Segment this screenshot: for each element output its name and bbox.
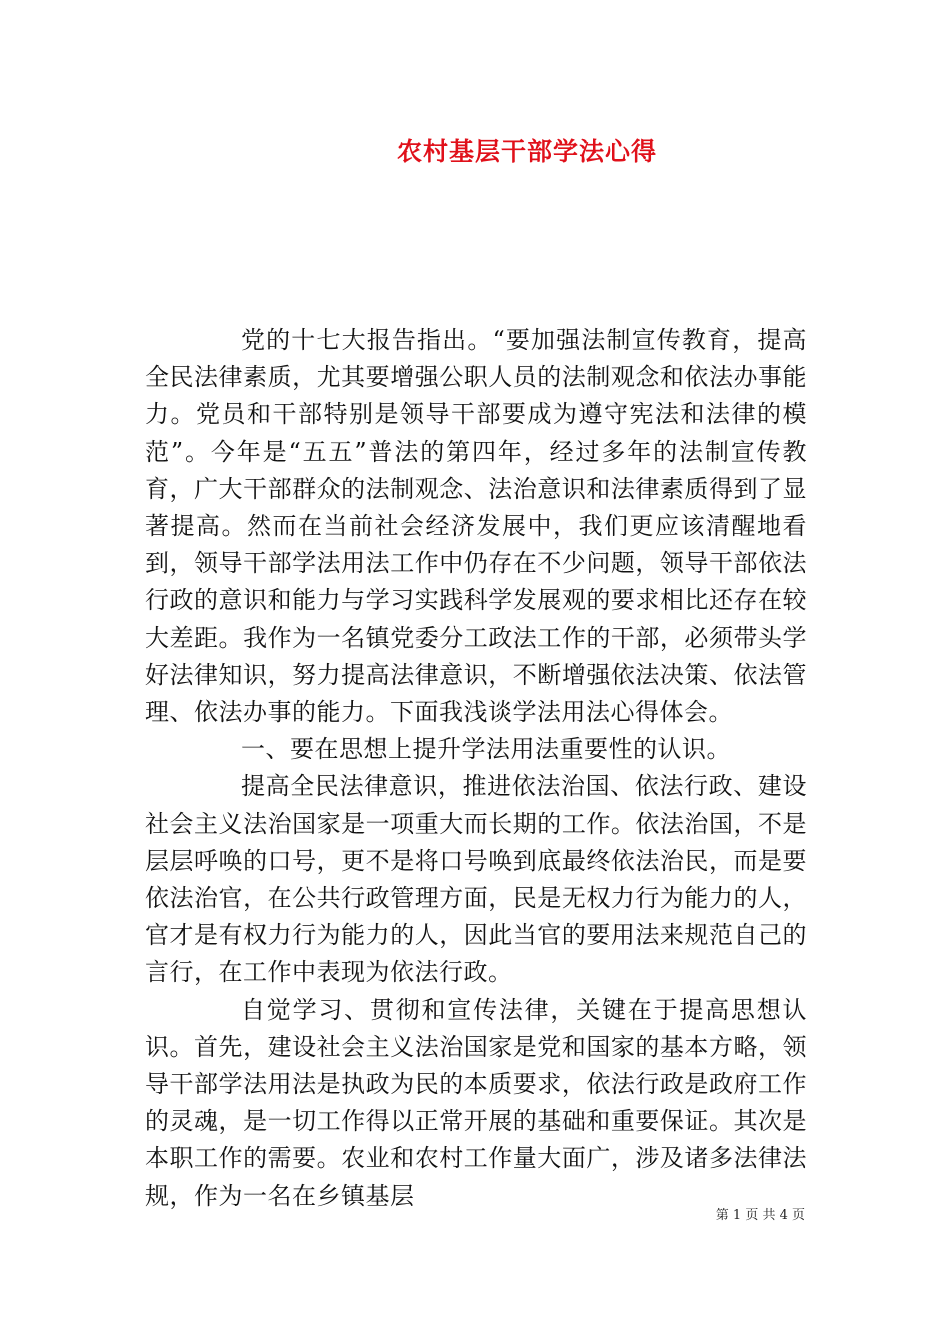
paragraph-intro: 党的十七大报告指出。“要加强法制宣传教育，提高全民法律素质，尤其要增强公职人员的法制观念和依法办事能力。党员和干部特别是领导干部要成为遵守宪法和法律的模范”。今年是“五五”普法的第四年，经过多年的法制宣传教育，广大干部群众的法制观念、法治意识和法律素质得到了显著提高。然而在当前社会经济发展中，我们更应该清醒地看到，领导干部学法用法工作中仍存在不少问题，领导干部依法行政的意识和能力与学习实践科学发展观的要求相比还存在较大差距。我作为一名镇党委分工政法工作的干部，必须带头学好法律知识，努力提高法律意识，不断增强依法决策、依法管理、依法办事的能力。下面我浅谈学法用法心得体会。 [145, 326, 807, 727]
document-body [145, 322, 807, 1215]
paragraph-3: 自觉学习、贯彻和宣传法律，关键在于提高思想认识。首先，建设社会主义法治国家是党和国家的基本方略，领导干部学法用法是执政为民的本质要求，依法行政是政府工作的灵魂，是一切工作得以正常开展的基础和重要保证。其次是本职工作的需要。农业和农村工作量大面广，涉及诸多法律法规，作为一名在乡镇基层 [145, 995, 807, 1210]
section-heading-1: 一、要在思想上提升学法用法重要性的认识。 [241, 735, 731, 764]
document-title: 农村基层干部学法心得 [396, 137, 657, 166]
paragraph-2: 提高全民法律意识，推进依法治国、依法行政、建设社会主义法治国家是一项重大而长期的工作。依法治国，不是层层呼唤的口号，更不是将口号唤到底最终依法治民，而是要依法治官，在公共行政管理方面，民是无权力行为能力的人，官才是有权力行为能力的人，因此当官的要用法来规范自己的言行，在工作中表现为依法行政。 [145, 772, 807, 987]
page-number-footer: 第 1 页 共 4 页 [715, 1208, 805, 1223]
